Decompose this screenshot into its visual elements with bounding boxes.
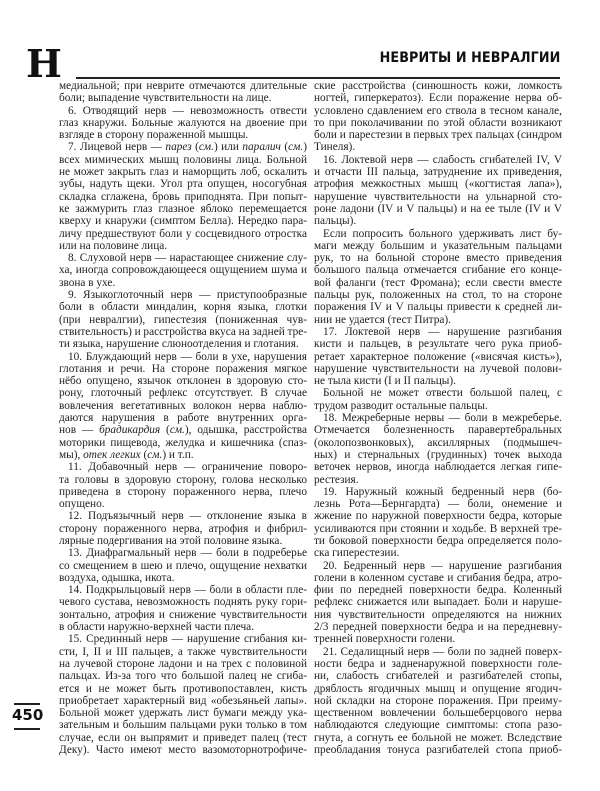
- text-line: ти языка, нарушение слюноотделения и глотания.: [59, 338, 299, 351]
- text-line: кисти и пальцев, в результате чего рука приоб-: [314, 338, 562, 351]
- text-line: кверху и кнаружи (симптом Белла). Нередко пара-: [59, 215, 307, 228]
- text-line: Деку). Часто имеют место вазомоторнотрофиче-: [59, 744, 307, 757]
- right-column: [314, 80, 562, 756]
- text-line: всех мимических мышц половины лица. Больной: [59, 153, 307, 166]
- paragraph: [59, 141, 307, 252]
- text-line: тренней поверхности голени.: [314, 633, 456, 646]
- text-line: вовлечения вегетативных волокон нерва наблю-: [59, 399, 307, 412]
- text-line: (околопозвонковых), аксиллярных (подмышеч-: [314, 436, 562, 449]
- text-line: атрофия межкостных мышц («когтистая лапа»),: [314, 178, 562, 191]
- text-line: личу предшествуют боли у сосцевидного отростка: [59, 227, 307, 240]
- text-line: ни, слабость сгибателей и разгибателей стопы,: [314, 670, 562, 683]
- text-line: большого пальца отмечается сгибание его конце-: [314, 264, 562, 277]
- text-line: усиливаются при стоянии и ходьбе. В верхней тре-: [314, 522, 562, 535]
- text-line: пальцы).: [314, 215, 357, 228]
- text-line: ногтей, гиперкератоз). Если поражение нерва об-: [314, 92, 562, 105]
- text-line: зонтально, атрофия и снижение чувствительности: [59, 608, 307, 621]
- text-line: 12. Подъязычный нерв — отклонение языка в: [68, 510, 307, 523]
- text-line: воздуха, одышка, икота.: [59, 571, 175, 584]
- text-line: Если попросить больного удерживать лист бу-: [323, 227, 562, 240]
- text-line: сторону пораженного нерва, атрофия и фибрил-: [59, 522, 307, 535]
- text-line: 17. Локтевой нерв — нарушение разгибания: [323, 325, 562, 338]
- text-line: ти боковой поверхности бедра определяется поло-: [314, 534, 562, 547]
- text-line: чевого сустава, невозможность поднять руку гори-: [59, 596, 307, 609]
- text-line: нарушение чувствительности на лучевой полови-: [314, 362, 562, 375]
- text-line: боли и парестезии в первых трех пальцах (синдром: [314, 129, 562, 142]
- text-line: случае, если он выпрямит и приведет палец (тест: [59, 731, 307, 744]
- paragraph: [59, 351, 307, 462]
- text-line: рону, глоточный рефлекс отсутствует. В случае: [59, 387, 307, 400]
- text-line: ствительность) и расстройства вкуса на задней тре-: [59, 325, 307, 338]
- text-line: лярные подергивания на этой половине языка.: [59, 534, 283, 547]
- text-line: нов — брадикардия (см.), одышка, расстройства: [59, 424, 307, 437]
- text-line: взгляде в сторону пораженной мышцы.: [59, 129, 249, 142]
- section-letter: Н: [26, 41, 62, 86]
- text-line: роне ладони (IV и V пальцы) и на ее тыле (IV и V: [314, 202, 562, 215]
- text-line: нарушение чувствительности на ульнарной сто-: [314, 190, 562, 203]
- text-line: ности бедра и задненаружной поверхности голе-: [314, 657, 562, 670]
- text-line: 11. Добавочный нерв — ограничение поворо-: [68, 461, 307, 474]
- text-line: фии по передней поверхности бедра. Коленный: [314, 584, 562, 597]
- paragraph: [59, 510, 307, 547]
- text-line: на лучевой стороне ладони и на трех с половиной: [59, 657, 307, 670]
- text-line: ска гиперестезии.: [314, 547, 400, 560]
- paragraph: [59, 461, 307, 510]
- paragraph: [314, 154, 562, 228]
- paragraph: [59, 252, 307, 289]
- text-line: медиальной; при неврите отмечаются длительные: [59, 80, 307, 92]
- paragraph: [314, 412, 562, 486]
- text-line: 18. Межреберные нервы — боли в межреберье.: [323, 412, 562, 425]
- text-line: ретает характерное положение («висячая кисть»),: [314, 350, 562, 363]
- text-line: преобладания тонуса разгибателей стопа приоб-: [314, 744, 562, 757]
- paragraph: [314, 486, 562, 560]
- paragraph: [59, 633, 307, 756]
- text-line: боли в области миндалин, корня языка, глотки: [59, 301, 307, 314]
- text-line: 9. Языкоглоточный нерв — приступообразные: [68, 289, 307, 302]
- text-line: дряблость ягодичных мышц и опущение ягодич-: [314, 682, 562, 695]
- text-line: (при невралгии), гипестезия (пониженная чув-: [59, 313, 307, 326]
- text-line: ха, иногда сопровождающееся ощущением шума и: [59, 264, 307, 277]
- text-line: моторики пищевода, желудка и кишечника (спаз-: [59, 436, 307, 449]
- text-line: условлено сдавлением его ствола в тесном канале,: [314, 104, 562, 117]
- text-line: лезнь Рота—Бернгардта) — боли, онемение и: [314, 498, 562, 511]
- text-line: Больной не может отвести большой палец, с: [323, 387, 562, 400]
- text-line: и отчасти III пальца, затруднение их приведения,: [314, 166, 562, 179]
- text-line: зубы, надуть щеки. Угол рта опущен, носогубная: [59, 178, 307, 191]
- text-line: глаз кнаружи. Больные жалуются на двоение при: [59, 116, 307, 129]
- text-line: нии не удается (тест Питра).: [314, 313, 451, 326]
- paragraph: [59, 80, 307, 105]
- left-column: [59, 80, 307, 756]
- text-line: жжение по наружной поверхности бедра, которые: [314, 510, 562, 523]
- text-line: 2/3 передней поверхности бедра и на передневну-: [314, 621, 562, 634]
- page-number-rule-bottom: [14, 728, 40, 730]
- text-line: 15. Срединный нерв — нарушение сгибания ки-: [68, 633, 307, 646]
- text-line: ке зажмурить глаз глазное яблоко перемещается: [59, 202, 307, 215]
- text-line: сти, I, II и III пальцев, а также чувствительности: [59, 645, 307, 658]
- text-line: не может закрыть глаз и наморщить лоб, оскалить: [59, 166, 307, 179]
- text-line: приведена в сторону пораженного нерва, плечо: [59, 485, 307, 498]
- text-line: наблюдаются следующие симптомы: стопа разо-: [314, 719, 562, 732]
- text-line: ские расстройства (синюшность кожи, ломкость: [314, 80, 562, 92]
- text-line: в области наружно-верхней части плеча.: [59, 621, 255, 634]
- text-line: Тинеля).: [314, 141, 356, 154]
- text-line: трудом разводит остальные пальцы.: [314, 399, 488, 412]
- text-line: ния чувствительности определяются на нижних: [314, 608, 562, 621]
- text-line: вой фаланги (тест Фромана); если свести вместе: [314, 276, 562, 289]
- text-line: нёбо опущено, язычок отклонен в здоровую сто-: [59, 375, 307, 388]
- text-line: 7. Лицевой нерв — парез (см.) или паралич (см.): [68, 141, 307, 154]
- text-line: зательным и большим пальцами руки только в том: [59, 719, 307, 732]
- text-line: щественном вовлечении большеберцового нерва: [314, 707, 562, 720]
- text-line: 8. Слуховой нерв — нарастающее снижение слу-: [68, 252, 307, 265]
- text-line: веточек нервов, иногда наблюдается легкая гипе-: [314, 461, 562, 474]
- paragraph: [314, 560, 562, 646]
- text-line: ется и не может быть противопоставлен, кисть: [59, 682, 307, 695]
- text-line: голени в коленном суставе и сгибания бедра, атро-: [314, 571, 562, 584]
- text-line: 10. Блуждающий нерв — боли в ухе, нарушения: [68, 350, 307, 363]
- text-line: 21. Седалищный нерв — боли по задней поверх-: [323, 645, 562, 658]
- text-line: поражения IV и V пальцы привести к средней ли-: [314, 301, 562, 314]
- paragraph: [59, 289, 307, 350]
- page-number-rule-top: [14, 703, 40, 705]
- text-line: звона в ухе.: [59, 276, 116, 289]
- text-line: 14. Подкрыльцовый нерв — боли в области пле-: [68, 584, 307, 597]
- text-line: 20. Бедренный нерв — нарушение разгибания: [323, 559, 562, 572]
- text-line: 13. Диафрагмальный нерв — боли в подреберье: [68, 547, 307, 560]
- paragraph: [59, 105, 307, 142]
- page-number: 450: [12, 706, 44, 724]
- text-line: пальцах. Из-за того что большой палец не сгиба-: [59, 670, 307, 683]
- paragraph: [314, 326, 562, 387]
- text-line: рестезия.: [314, 473, 359, 486]
- text-line: то при поколачивании по этой области возникают: [314, 116, 562, 129]
- text-line: опущено.: [59, 498, 105, 511]
- text-line: Отмечается болезненность паравертебральных: [314, 424, 562, 437]
- text-line: боли; выпадение чувствительности на лице.: [59, 92, 272, 105]
- paragraph: [59, 547, 307, 584]
- text-line: 19. Наружный кожный бедренный нерв (бо-: [323, 485, 562, 498]
- paragraph: [59, 584, 307, 633]
- text-line: не тыла кисти (I и II пальцы).: [314, 375, 456, 388]
- paragraph: [314, 80, 562, 154]
- text-line: мы), отек легких (см.) и т.п.: [59, 448, 194, 461]
- text-line: или на половине лица.: [59, 239, 168, 252]
- text-line: 16. Локтевой нерв — слабость сгибателей IV, V: [323, 153, 562, 166]
- text-line: та головы в здоровую сторону, голова несколько: [59, 473, 307, 486]
- text-line: маги между большим и указательным пальцами: [314, 239, 562, 252]
- text-line: глотания и речи. На стороне поражения мягкое: [59, 362, 307, 375]
- text-line: приобретает характерный вид «обезьяньей лапы».: [59, 694, 307, 707]
- text-line: даются нарушения в работе внутренних орга-: [59, 412, 307, 425]
- text-line: рук, то на больной стороне вместо приведения: [314, 252, 562, 265]
- text-line: Больной может удержать лист бумаги между ука-: [59, 707, 307, 720]
- text-line: рефлекс снижается или выпадает. Боли и наруше-: [314, 596, 562, 609]
- text-line: пальцы рук, положенных на стол, то на стороне: [314, 289, 562, 302]
- text-line: ной складки на стороне поражения. При преиму-: [314, 694, 562, 707]
- text-line: гнута, а согнуть ее больной не может. Вследствие: [314, 731, 562, 744]
- text-line: со смещением в шею и плечо, ощущение нехватки: [59, 559, 307, 572]
- text-line: ных) и стернальных (грудинных) точек выхода: [314, 448, 562, 461]
- text-line: складка сглажена, бровь приподнята. При попыт-: [59, 190, 307, 203]
- paragraph: [314, 228, 562, 326]
- running-title: НЕВРИТЫ И НЕВРАЛГИИ: [379, 50, 560, 66]
- header-rule: [76, 77, 560, 79]
- paragraph: [314, 646, 562, 757]
- text-line: 6. Отводящий нерв — невозможность отвести: [68, 104, 307, 117]
- paragraph: [314, 387, 562, 412]
